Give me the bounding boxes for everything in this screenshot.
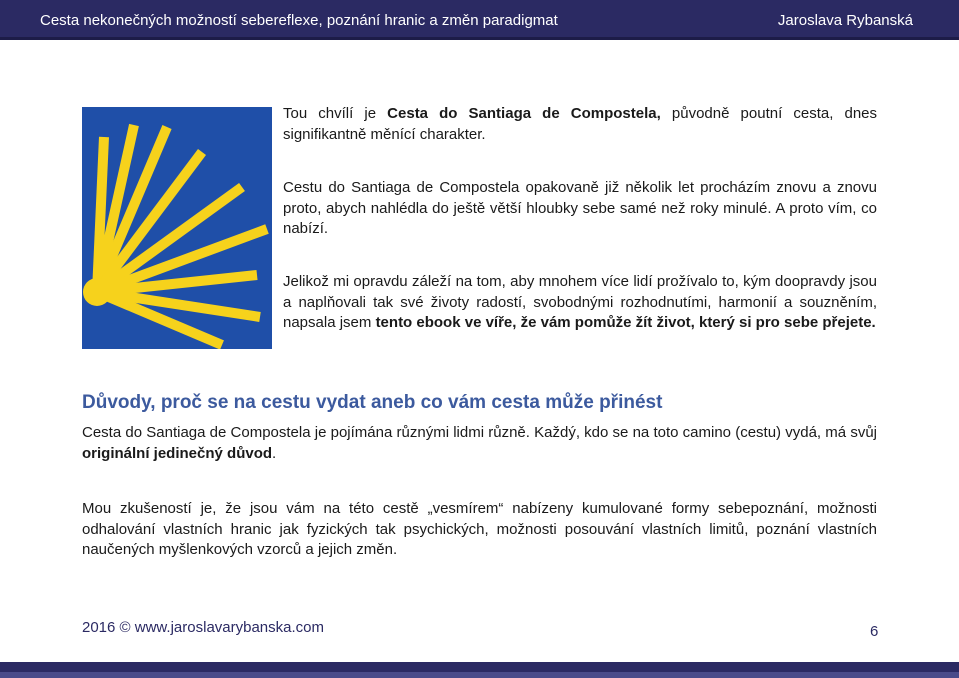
paragraph-ebook: Jelikož mi opravdu záleží na tom, aby mnohem více lidí prožívalo to, kým doopravdy jsou a naplňovali tak své životy radostí, svobodnými rozhodnutími, harmonií a souzněním, napsala jsem tento ebook ve víře, že vám pomůže žít život, který si pro sebe přejete. bbox=[283, 273, 877, 331]
paragraph-intro: Tou chvílí je Cesta do Santiaga de Compostela, původně poutní cesta, dnes signifikantně měnící charakter. bbox=[283, 105, 877, 143]
paragraph-universe: Mou zkušeností je, že jsou vám na této cestě „vesmírem“ nabízeny kumulované formy sebepoznání, možnosti odhalování vlastních hranic jak fyzických tak psychických, možnosti posouvání vlastních limitů, poznání vlastních naučených myšlenkových vzorců a jejich změn. bbox=[82, 500, 877, 558]
paragraph-experience: Cestu do Santiaga de Compostela opakovaně již několik let procházím znovu a znovu proto, abych nahlédla do ještě větší hloubky sebe samé než roky minulé. A proto vím, co nabízí. bbox=[283, 179, 877, 237]
footer-website: 2016 © www.jaroslavarybanska.com bbox=[82, 619, 324, 636]
section-heading: Důvody, proč se na cestu vydat aneb co vám cesta může přinést bbox=[82, 392, 663, 413]
header-title: Cesta nekonečných možností sebereflexe, poznání hranic a změn paradigmat bbox=[40, 12, 558, 29]
camino-shell-image bbox=[82, 107, 272, 349]
footer-bar-bottom bbox=[0, 672, 959, 678]
footer-bar bbox=[0, 662, 959, 672]
page-header bbox=[0, 0, 959, 40]
scallop-shell-icon bbox=[82, 107, 272, 349]
paragraph-reasons: Cesta do Santiaga de Compostela je pojímána různými lidmi různě. Každý, kdo se na toto camino (cestu) vydá, má svůj originální jedinečný důvod. bbox=[82, 424, 877, 462]
page-number: 6 bbox=[870, 623, 879, 640]
header-author: Jaroslava Rybanská bbox=[777, 12, 913, 29]
